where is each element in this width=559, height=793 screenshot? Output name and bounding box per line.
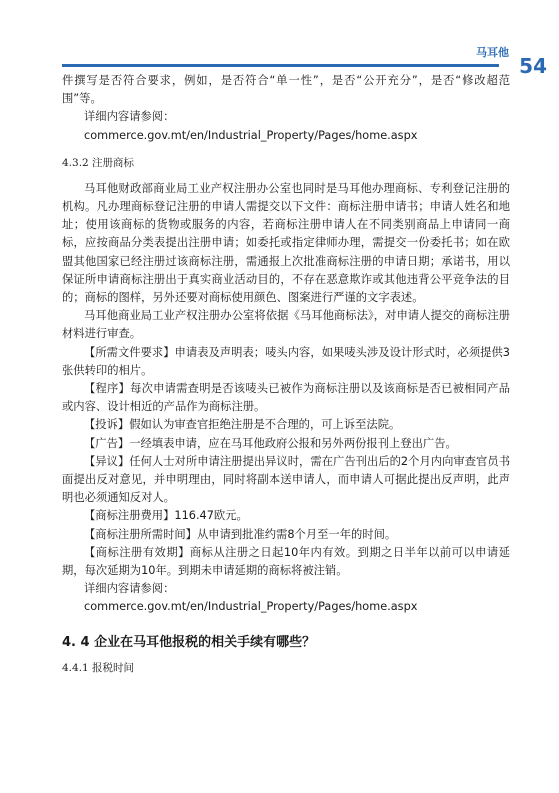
paragraph: 【广告】一经填表申请，应在马耳他政府公报和另外两份报刊上登出广告。: [84, 436, 457, 450]
header-rule: [62, 64, 499, 67]
paragraph: 【投诉】假如认为审查官拒绝注册是不合理的，可上诉至法院。: [84, 418, 401, 432]
paragraph: 马耳他商业局工业产权注册办公室将依据《马耳他商标法》，对申请人提交的商标注册材料进行审查。: [62, 309, 510, 341]
page-body: [62, 72, 510, 685]
paragraph: 【程序】每次申请需查明是否该唛头已被作为商标注册以及该商标是否已被相同产品或内容、设计相近的产品作为商标注册。: [62, 382, 510, 414]
running-title: 马耳他: [476, 46, 509, 59]
reference-url[interactable]: commerce.gov.mt/en/Industrial_Property/Pages/home.aspx: [84, 128, 418, 142]
subsection-heading: 4.4.1 报税时间: [62, 661, 135, 674]
section-heading: 4. 4 企业在马耳他报税的相关手续有哪些？: [62, 634, 316, 650]
reference-label: 详细内容请参阅：: [84, 110, 175, 124]
paragraph: 件撰写是否符合要求，例如，是否符合“单一性”，是否“公开充分”，是否“修改超范围”等。: [62, 74, 510, 106]
reference-url[interactable]: commerce.gov.mt/en/Industrial_Property/Pages/home.aspx: [84, 600, 418, 614]
paragraph: 【异议】任何人士对所申请注册提出异议时，需在广告刊出后的2个月内向审查官员书面提出反对意见，并申明理由，同时将副本送申请人，而申请人可据此提出反声明，此声明也必须通知反对人。: [62, 454, 510, 505]
paragraph: 【商标注册费用】116.47欧元。: [84, 509, 248, 523]
paragraph: 马耳他财政部商业局工业产权注册办公室也同时是马耳他办理商标、专利登记注册的机构。凡办理商标登记注册的申请人需提交以下文件：商标注册申请书；申请人姓名和地址；使用该商标的货物或服务的内容，若商标注册申请人在不同类别商品上申请同一商标，应按商品分类表提出注册申请；如委托或指定律师办理，需提交一份委托书；如在欧盟其他国家已经注册过该商标注册，需通报上次批准商标注册的申请日期；承诺书，用以保证所申请商标注册出于真实商业活动目的，不存在恶意欺诈或其他违背公平竞争法的目的；商标的图样，另外还要对商标使用颜色、图案进行严谨的文字表述。: [62, 181, 510, 305]
subsection-heading: 4.3.2 注册商标: [62, 156, 135, 169]
paragraph: 【所需文件要求】申请表及声明表；唛头内容，如果唛头涉及设计形式时，必须提供3张供转印的相片。: [62, 345, 510, 377]
paragraph: 【商标注册所需时间】从申请到批准约需8个月至一年的时间。: [84, 527, 397, 541]
reference-label: 详细内容请参阅：: [84, 582, 175, 596]
page-header: [0, 0, 559, 80]
paragraph: 【商标注册有效期】商标从注册之日起10年内有效。到期之日半年以前可以申请延期，每次延期为10年。到期未申请延期的商标将被注销。: [62, 545, 510, 578]
page-number: 54: [519, 54, 547, 78]
